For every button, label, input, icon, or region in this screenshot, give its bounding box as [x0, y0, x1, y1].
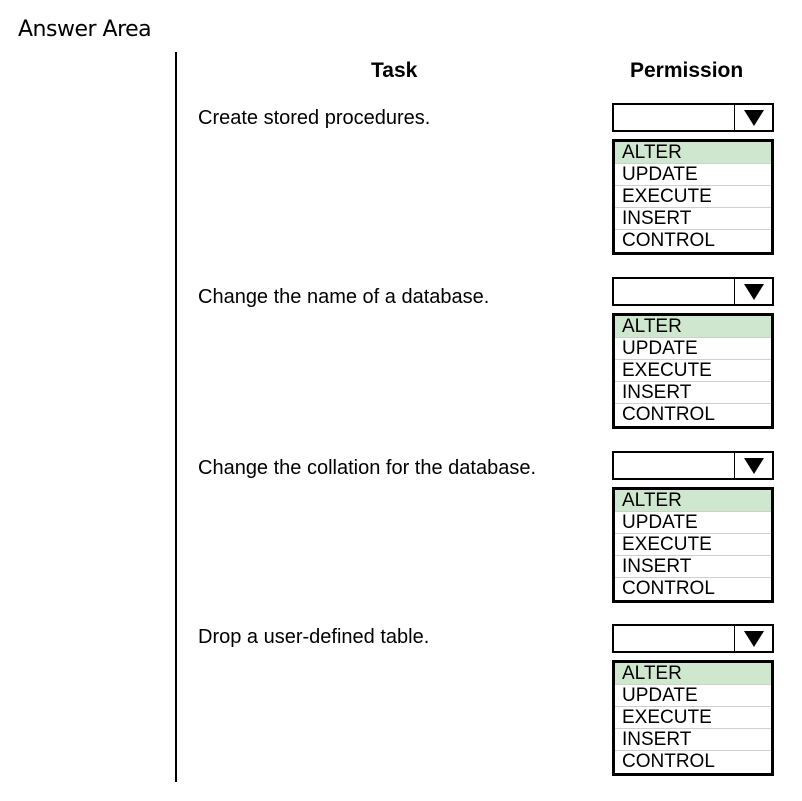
dropdown-select-box[interactable] — [612, 451, 774, 480]
answer-area-title: Answer Area — [18, 17, 152, 42]
permission-dropdown[interactable] — [612, 103, 774, 255]
option-update[interactable]: UPDATE — [615, 338, 771, 360]
option-execute[interactable]: EXECUTE — [615, 186, 771, 208]
option-alter[interactable]: ALTER — [615, 490, 771, 512]
dropdown-options-list — [612, 139, 774, 255]
dropdown-select-box[interactable] — [612, 624, 774, 653]
option-insert[interactable]: INSERT — [615, 208, 771, 230]
option-execute[interactable]: EXECUTE — [615, 534, 771, 556]
option-control[interactable]: CONTROL — [622, 578, 715, 599]
task-column-header: Task — [371, 59, 418, 82]
caret-down-icon[interactable] — [734, 626, 772, 651]
option-update[interactable]: UPDATE — [615, 512, 771, 534]
option-control[interactable]: CONTROL — [622, 751, 715, 772]
option-insert[interactable]: INSERT — [615, 556, 771, 578]
permission-dropdown[interactable] — [612, 451, 774, 603]
option-execute[interactable]: EXECUTE — [615, 360, 771, 382]
dropdown-options-list — [612, 313, 774, 429]
task-label: Change the collation for the database. — [198, 457, 537, 479]
divider-line — [175, 52, 177, 782]
permission-column-header: Permission — [630, 59, 744, 82]
option-alter[interactable]: ALTER — [615, 663, 771, 685]
option-update[interactable]: UPDATE — [615, 164, 771, 186]
caret-down-icon[interactable] — [734, 279, 772, 304]
dropdown-options-list — [612, 660, 774, 776]
option-control[interactable]: CONTROL — [622, 230, 715, 251]
option-control[interactable]: CONTROL — [622, 404, 715, 425]
option-insert[interactable]: INSERT — [615, 382, 771, 404]
option-insert[interactable]: INSERT — [615, 729, 771, 751]
caret-down-icon[interactable] — [734, 105, 772, 130]
permission-dropdown[interactable] — [612, 277, 774, 429]
task-label: Create stored procedures. — [198, 107, 431, 129]
task-label: Drop a user-defined table. — [198, 626, 430, 648]
option-alter[interactable]: ALTER — [615, 316, 771, 338]
dropdown-select-box[interactable] — [612, 103, 774, 132]
task-label: Change the name of a database. — [198, 286, 490, 308]
option-execute[interactable]: EXECUTE — [615, 707, 771, 729]
dropdown-options-list — [612, 487, 774, 603]
option-update[interactable]: UPDATE — [615, 685, 771, 707]
caret-down-icon[interactable] — [734, 453, 772, 478]
dropdown-select-box[interactable] — [612, 277, 774, 306]
permission-dropdown[interactable] — [612, 624, 774, 776]
option-alter[interactable]: ALTER — [615, 142, 771, 164]
